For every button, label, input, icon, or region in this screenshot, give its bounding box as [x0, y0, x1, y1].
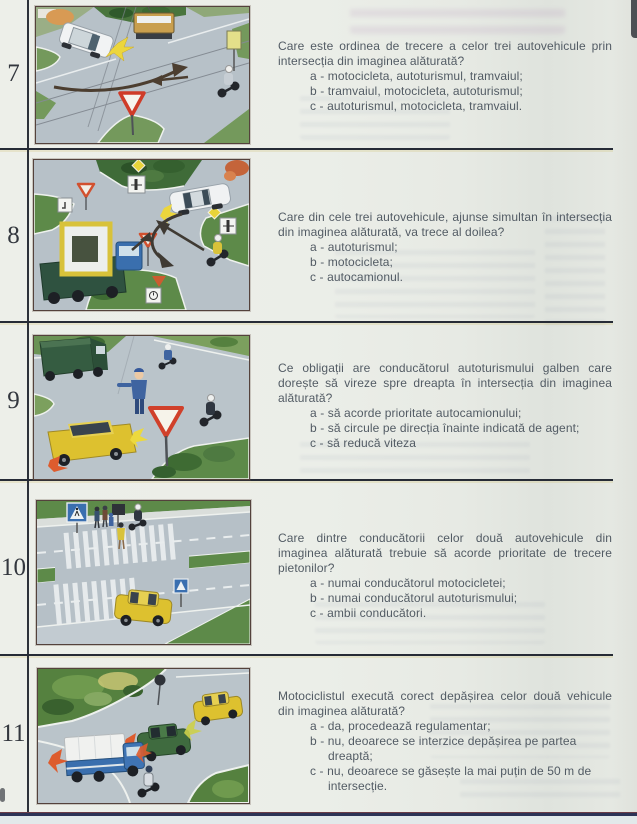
clock-sign: [146, 288, 161, 303]
option-a: a - numai conducătorul motocicletei;: [310, 576, 506, 590]
traffic-scene-8: [34, 160, 249, 310]
option-b: b - să circule pe direcția înainte indicată de agent;: [310, 421, 580, 435]
question-8-image: [33, 159, 250, 311]
page-footer-strip: [0, 816, 637, 824]
answer-options: [278, 69, 612, 114]
option-a: a - da, procedează regulamentar;: [310, 719, 491, 733]
question-number: 11: [0, 656, 29, 812]
traffic-scene-11: [38, 669, 249, 803]
option-b: b - motocicleta;: [310, 255, 393, 269]
scan-edge-artifact: [631, 0, 637, 38]
option-b: b - numai conducătorul autoturismului;: [310, 591, 518, 605]
question-row: [0, 323, 613, 481]
option-b: b - tramvaiul, motocicleta, autoturismul;: [310, 84, 523, 98]
question-block: [278, 210, 612, 285]
sign-back: [112, 504, 125, 515]
traffic-scene-9: [34, 336, 249, 479]
option-c: c - autocamionul.: [310, 270, 404, 284]
option-a: a - autoturismul;: [310, 240, 398, 254]
green-truck: [40, 338, 108, 381]
question-block: [278, 39, 612, 114]
question-row: [0, 481, 613, 656]
question-number: 9: [0, 323, 29, 479]
question-text: Motociclistul execută corect depășirea celor două vehicule din imaginea alăturată?: [278, 689, 612, 718]
roadside-sign: [227, 31, 241, 49]
question-10-image: [36, 500, 251, 645]
option-c: c - nu, deoarece se găsește la mai puțin de 50 m de intersecție.: [310, 764, 592, 793]
question-text: Care dintre conducătorii celor două autovehicule din imaginea alăturată trebuie să acorde prioritate de trecere pietonilor?: [278, 531, 612, 575]
option-c: c - să reducă viteza: [310, 436, 417, 450]
question-block: [278, 689, 612, 794]
option-a: a - să acorde prioritate autocamionului;: [310, 406, 522, 420]
answer-options: [278, 719, 612, 794]
question-row: [0, 150, 613, 323]
question-text: Ce obligații are conducătorul autoturismului galben care dorește să vireze spre dreapta în intersecția din imaginea alăturată?: [278, 361, 612, 405]
answer-options: [278, 576, 612, 621]
question-row: [0, 0, 613, 150]
question-number: 10: [0, 481, 29, 654]
question-block: [278, 361, 612, 451]
question-9-image: [33, 335, 250, 480]
info-sign: [58, 198, 72, 212]
question-text: Care este ordinea de trecere a celor trei autovehicule prin intersecția din imaginea alăturată?: [278, 39, 612, 68]
question-block: [278, 531, 612, 621]
question-number: 7: [0, 0, 29, 148]
question-text: Care din cele trei autovehicule, ajunse simultan în intersecția din imaginea alăturată, va trece al doilea?: [278, 210, 612, 239]
question-11-image: [37, 668, 250, 804]
traffic-scene-10: [37, 501, 250, 644]
option-b: b - nu, deoarece se interzice depășirea pe partea dreaptă;: [310, 734, 577, 763]
option-a: a - motocicleta, autoturismul, tramvaiul;: [310, 69, 523, 83]
option-c: c - autoturismul, motocicleta, tramvaiul.: [310, 99, 523, 113]
question-row: [0, 656, 613, 812]
option-c: c - ambii conducători.: [310, 606, 427, 620]
question-7-image: [35, 6, 250, 144]
traffic-scene-7: [36, 7, 249, 143]
answer-options: [278, 240, 612, 285]
answer-options: [278, 406, 612, 451]
question-number: 8: [0, 150, 29, 321]
